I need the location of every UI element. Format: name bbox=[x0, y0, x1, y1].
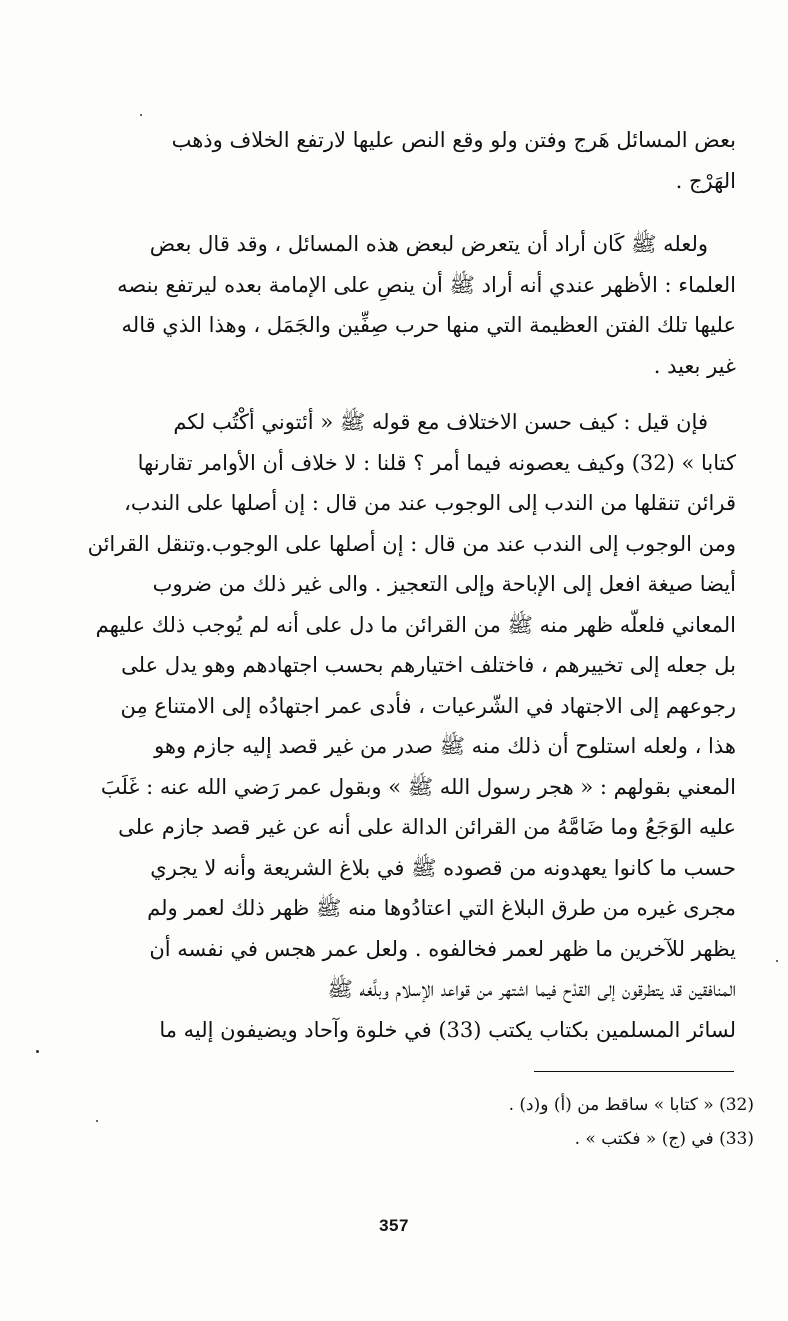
text-line: المنافقين قد يتطرقون إلى القدْح فيما اشتهر من قواعد الإسلام وبلَّغه ﷺ bbox=[327, 977, 736, 1001]
footnote-33: (33) في (ج) « فكتب » . bbox=[574, 1129, 754, 1149]
text-line: يظهر للآخرين ما ظهر لعمر فخالفوه . ولعل عمر هجس في نفسه أن bbox=[149, 936, 736, 961]
text-line: لسائر المسلمين بكتاب يكتب (33) في خلوة وآحاد ويضيفون إليه ما bbox=[159, 1017, 736, 1042]
footnotes bbox=[300, 1088, 754, 1156]
footnote-divider bbox=[534, 1071, 734, 1072]
text-line: كتابا » (32) وكيف يعصونه فيما أمر ؟ قلنا : لا خلاف أن الأوامر تقارنها bbox=[137, 450, 736, 475]
text-line: بل جعله إلى تخييرهم ، فاختلف اختيارهم بحسب اجتهادهم وهو يدل على bbox=[121, 653, 736, 677]
paragraph-2 bbox=[62, 224, 736, 386]
text-line: مجرى غيره من طرق البلاغ التي اعتادُوها منه ﷺ ظهر ذلك لعمر ولم bbox=[147, 896, 736, 920]
scan-speck bbox=[140, 114, 142, 116]
text-line: قرائن تنقلها من الندب إلى الوجوب عند من قال : إن أصلها على الندب، bbox=[124, 491, 736, 515]
text-line: رجوعهم إلى الاجتهاد في الشّرعيات ، فأدى عمر اجتهادُه إلى الامتناع مِن bbox=[120, 693, 736, 718]
paragraph-3 bbox=[62, 402, 736, 1050]
scan-speck bbox=[36, 1050, 39, 1053]
text-line: غير بعيد . bbox=[653, 353, 736, 378]
text-line: الهَرْج . bbox=[675, 168, 736, 193]
page-number: 357 bbox=[379, 1216, 409, 1235]
paragraph-1 bbox=[62, 120, 736, 201]
text-line: ولعله ﷺ كَان أراد أن يتعرض لبعض هذه المسائل ، وقد قال بعض bbox=[149, 232, 708, 256]
scan-speck bbox=[776, 960, 778, 962]
footnote-32: (32) « كتابا » ساقط من (أ) و(د) . bbox=[508, 1095, 754, 1115]
text-line: هذا ، ولعله استلوح أن ذلك منه ﷺ صدر من غير قصد إليه جازم وهو bbox=[154, 734, 736, 758]
text-line: المعني بقولهم : « هجر رسول الله ﷺ » وبقول عمر رَضي الله عنه : غَلَبَ bbox=[100, 774, 736, 799]
text-line: عليها تلك الفتن العظيمة التي منها حرب صِفِّين والجَمَل ، وهذا الذي قاله bbox=[121, 313, 736, 337]
text-line: المعاني فلعلّه ظهر منه ﷺ من القرائن ما دل على أنه لم يُوجب ذلك عليهم bbox=[95, 612, 736, 637]
text-line: العلماء : الأظهر عندي أنه أراد ﷺ أن ينصِ على الإمامة بعده ليرتفع بنصه bbox=[117, 272, 736, 297]
text-line: حسب ما كانوا يعهدونه من قصوده ﷺ في بلاغ الشريعة وأنه لا يجري bbox=[150, 855, 736, 880]
text-line: فإن قيل : كيف حسن الاختلاف مع قوله ﷺ « أئتوني أكْتُب لكم bbox=[173, 410, 708, 434]
text-line: بعض المسائل هَرج وفتن ولو وقع النص عليها لارتفع الخلاف وذهب bbox=[171, 128, 736, 152]
scan-speck bbox=[96, 1120, 98, 1122]
text-line: ومن الوجوب إلى الندب عند من قال : إن أصلها على الوجوب.وتنقل القرائن bbox=[87, 531, 736, 556]
text-line: أيضا صيغة افعل إلى الإباحة وإلى التعجيز . والى غير ذلك من ضروب bbox=[152, 572, 736, 596]
text-line: عليه الوَجَعُ وما ضَامَّهُ من القرائن الدالة على أنه عن غير قصد جازم على bbox=[118, 815, 736, 839]
